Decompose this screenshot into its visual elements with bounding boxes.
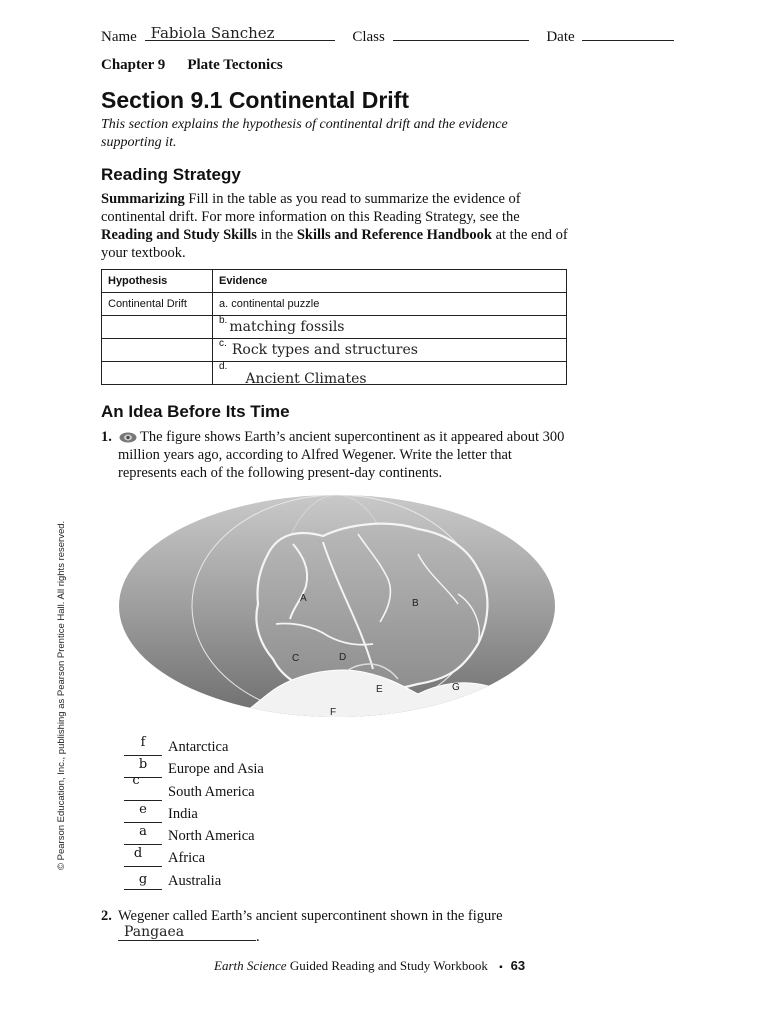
header-row — [101, 22, 674, 46]
strategy-text-1: Fill in the table as you read to summarize the evidence of continental drift. For more information on this Reading Strategy, see the — [101, 191, 521, 225]
continent-answers — [124, 735, 264, 894]
answer-blank[interactable] — [124, 872, 162, 890]
map-label-b: B — [412, 598, 419, 609]
answer-blank[interactable] — [124, 801, 162, 823]
map-label-g: G — [452, 682, 460, 693]
table-header-hypothesis: Hypothesis — [102, 270, 213, 293]
answer-blank[interactable] — [124, 846, 162, 867]
answer-value: a — [139, 824, 147, 840]
reading-strategy-table — [101, 269, 567, 385]
continent-label: India — [168, 805, 198, 822]
name-field[interactable] — [145, 22, 335, 41]
answer-blank[interactable] — [124, 735, 162, 756]
list-item — [124, 872, 264, 894]
q2-answer-field[interactable] — [118, 924, 256, 941]
copyright-notice: © Pearson Education, Inc., publishing as Pearson Prentice Hall. All rights reserved. — [56, 520, 67, 870]
answer-value: d — [133, 846, 143, 862]
q1-text: The figure shows Earth’s ancient supercontinent as it appeared about 300 million years ago, according to Alfred Wegener. Write the letter that represents each of the following present-day continents. — [118, 429, 565, 481]
continent-label: Africa — [168, 850, 206, 867]
footer-book-title: Earth Science — [214, 958, 287, 973]
evidence-value: Rock types and structures — [231, 342, 418, 358]
strategy-text-2: in the — [256, 227, 297, 243]
continent-label: Australia — [168, 872, 222, 889]
pangaea-map — [118, 494, 556, 718]
section-intro: This section explains the hypothesis of continental drift and the evidence supporting it. — [101, 117, 508, 150]
strategy-skills: Reading and Study Skills — [101, 227, 257, 243]
answer-value: g — [138, 871, 148, 887]
chapter-title: Plate Tectonics — [187, 57, 283, 73]
q1-number: 1. — [101, 429, 112, 445]
name-label: Name — [101, 29, 137, 45]
continent-label: Antarctica — [168, 739, 229, 755]
table-row — [102, 316, 567, 339]
strategy-text-3: at the end of your textbook. — [101, 227, 568, 261]
evidence-cell-b[interactable] — [213, 316, 567, 339]
row-letter: a. — [219, 298, 229, 310]
section-title: Section 9.1 Continental Drift — [101, 87, 409, 113]
row-letter: c. — [219, 338, 227, 349]
name-value: Fabiola Sanchez — [150, 24, 275, 42]
table-header-row — [102, 270, 567, 293]
answer-blank[interactable] — [124, 824, 162, 845]
page-number: 63 — [510, 958, 526, 973]
hypothesis-cell: Continental Drift — [102, 293, 213, 316]
table-row — [102, 293, 567, 316]
evidence-value: Ancient Climates — [245, 371, 367, 387]
q2-period: . — [256, 929, 260, 945]
reading-strategy-heading: Reading Strategy — [101, 165, 241, 184]
footer-book-subtitle: Guided Reading and Study Workbook — [289, 958, 488, 973]
continent-label: North America — [168, 828, 255, 845]
page-footer — [214, 958, 525, 974]
chapter-number: Chapter 9 — [101, 57, 166, 73]
evidence-value: matching fossils — [229, 319, 345, 335]
evidence-value: continental puzzle — [231, 298, 320, 310]
footer-bullet: ▪ — [499, 962, 503, 973]
summarizing-label: Summarizing — [101, 191, 185, 207]
hypothesis-cell-empty[interactable] — [102, 339, 213, 362]
row-letter: b. — [219, 315, 228, 326]
answer-value: f — [140, 735, 146, 750]
reading-strategy-text — [101, 190, 571, 262]
table-row — [102, 339, 567, 362]
q2-number: 2. — [101, 908, 112, 924]
table-row — [102, 362, 567, 385]
q2-answer-line — [118, 924, 260, 946]
chapter-heading — [101, 57, 305, 74]
answer-blank[interactable] — [124, 772, 162, 801]
evidence-cell-c[interactable] — [213, 339, 567, 362]
class-field[interactable] — [393, 22, 529, 41]
date-field[interactable] — [582, 22, 674, 41]
idea-heading: An Idea Before Its Time — [101, 402, 290, 421]
continent-label: Europe and Asia — [168, 761, 264, 778]
strategy-handbook: Skills and Reference Handbook — [296, 227, 492, 243]
answer-value: c — [132, 772, 140, 788]
class-label: Class — [352, 29, 385, 45]
answer-value: b — [138, 757, 148, 773]
table-header-evidence: Evidence — [213, 270, 567, 293]
hypothesis-cell-empty[interactable] — [102, 316, 213, 339]
q2-text: Wegener called Earth’s ancient supercontinent shown in the figure — [118, 908, 503, 924]
map-label-d: D — [339, 652, 347, 663]
list-item — [124, 846, 264, 871]
evidence-cell-a[interactable] — [213, 293, 567, 316]
continent-label: South America — [168, 783, 255, 800]
map-label-a: A — [300, 593, 307, 604]
date-label: Date — [546, 29, 575, 45]
map-label-e: E — [376, 684, 383, 695]
map-label-c: C — [292, 653, 300, 664]
answer-value: e — [139, 801, 147, 817]
evidence-cell-d[interactable] — [213, 362, 567, 385]
map-label-f: F — [330, 707, 337, 718]
hypothesis-cell-empty[interactable] — [102, 362, 213, 385]
row-letter: d. — [219, 361, 228, 372]
q2-answer-value: Pangaea — [124, 924, 185, 940]
